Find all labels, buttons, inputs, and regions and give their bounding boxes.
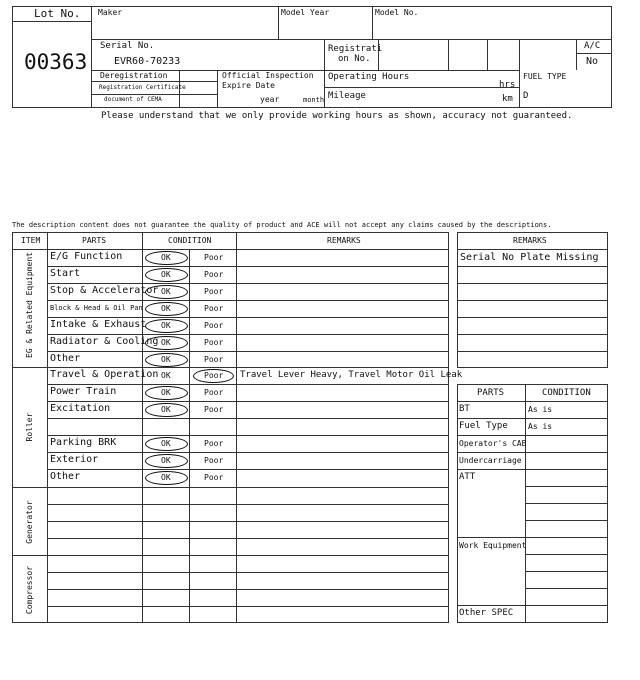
model-year-label: Model Year	[281, 8, 330, 17]
poor-option: Poor	[204, 473, 224, 482]
part-label: Parking BRK	[50, 437, 117, 448]
part-label: Excitation	[50, 403, 111, 414]
month-label: month	[303, 96, 325, 104]
part-label: Start	[50, 268, 81, 279]
ok-option: OK	[161, 456, 171, 465]
ok-selected-mark	[145, 268, 188, 282]
poor-option: Poor	[204, 321, 224, 330]
remark-text: Travel Lever Heavy, Travel Motor Oil Leak	[240, 370, 463, 380]
ok-selected-mark	[145, 319, 188, 333]
lot-number: 00363	[24, 50, 88, 74]
part-label: Other	[50, 471, 81, 482]
registration-label-2: on No.	[338, 54, 371, 64]
ok-option: OK	[161, 287, 171, 296]
description-disclaimer: The description content does not guarantee the quality of product and ACE will not accept any claims caused by the descriptions.	[12, 221, 552, 229]
group-label-generator: Generator	[25, 500, 34, 544]
poor-option: Poor	[204, 253, 224, 262]
parts-row-undercarriage: Undercarriage	[459, 456, 522, 465]
mileage-label: Mileage	[328, 91, 366, 101]
ok-selected-mark	[145, 336, 188, 350]
ok-selected-mark	[145, 454, 188, 468]
ok-option: OK	[161, 473, 171, 482]
header-frame	[12, 6, 612, 108]
part-label: Travel & Operation	[50, 369, 159, 380]
ok-option: OK	[161, 338, 171, 347]
ok-selected-mark	[145, 437, 188, 451]
ac-label: A/C	[584, 41, 601, 51]
ok-option: OK	[161, 405, 171, 414]
expire-date-label: Expire Date	[222, 81, 275, 90]
parts-row-work-equipment: Work Equipment	[459, 541, 527, 550]
ok-selected-mark	[145, 403, 188, 417]
poor-option: Poor	[204, 270, 224, 279]
poor-option: Poor	[204, 371, 224, 380]
group-label-compressor: Compressor	[25, 565, 34, 615]
poor-option: Poor	[204, 304, 224, 313]
poor-option: Poor	[204, 355, 224, 364]
parts-row-fuel-type-condition: As is	[528, 422, 553, 431]
poor-option: Poor	[204, 405, 224, 414]
ok-option: OK	[161, 439, 171, 448]
group-label-eg: EG & Related Equipment	[25, 252, 34, 358]
ok-option: OK	[161, 304, 171, 313]
year-label: year	[260, 95, 280, 104]
ok-selected-mark	[145, 251, 188, 265]
parts-row-bt-condition: As is	[528, 405, 553, 414]
poor-option: Poor	[204, 338, 224, 347]
group-label-roller: Roller	[25, 412, 34, 442]
remarks-box-line-1: Serial No Plate Missing	[460, 252, 599, 263]
ok-option: OK	[161, 371, 171, 380]
operating-hours-label: Operating Hours	[328, 72, 410, 82]
serial-no-value: EVR60-70233	[114, 56, 181, 67]
parts-table-condition-header: CONDITION	[542, 388, 591, 398]
poor-option: Poor	[204, 456, 224, 465]
lot-no-label: Lot No.	[34, 7, 81, 20]
parts-row-other-spec: Other SPEC	[459, 608, 514, 618]
condition-header: CONDITION	[168, 236, 212, 245]
part-label: Block & Head & Oil Pan	[50, 304, 143, 312]
ac-value: No	[586, 56, 599, 67]
maker-label: Maker	[98, 8, 123, 17]
part-label: Stop & Accelerator	[50, 285, 159, 296]
parts-row-att: ATT	[459, 472, 476, 482]
poor-option: Poor	[204, 287, 224, 296]
ok-option: OK	[161, 270, 171, 279]
part-label: Exterior	[50, 454, 99, 465]
parts-table-header: PARTS	[477, 388, 505, 398]
ok-selected-mark	[145, 471, 188, 485]
km-unit: km	[502, 94, 513, 104]
ok-selected-mark	[145, 302, 188, 316]
deregistration-label: Deregistration	[100, 71, 168, 80]
ok-option: OK	[161, 321, 171, 330]
parts-row-bt: BT	[459, 404, 470, 414]
parts-row-fuel-type: Fuel Type	[459, 421, 508, 431]
ok-option: OK	[161, 253, 171, 262]
ok-selected-mark	[145, 386, 188, 400]
registration-certificate-label: Registration Certificate	[99, 84, 186, 91]
part-label: E/G Function	[50, 251, 123, 262]
poor-option: Poor	[204, 388, 224, 397]
poor-option: Poor	[204, 439, 224, 448]
cema-document-label: document of CEMA	[104, 96, 162, 103]
hours-disclaimer: Please understand that we only provide working hours as shown, accuracy not guaranteed.	[101, 111, 573, 121]
parts-header: PARTS	[82, 236, 107, 245]
fuel-type-value: D	[523, 91, 529, 101]
registration-label: Registrati	[328, 44, 383, 54]
part-label: Radiator & Cooling	[50, 336, 159, 347]
item-header: ITEM	[21, 236, 41, 245]
ok-selected-mark	[145, 285, 188, 299]
fuel-type-label: FUEL TYPE	[523, 72, 567, 81]
hrs-unit: hrs	[499, 80, 516, 90]
poor-selected-mark	[193, 369, 234, 383]
serial-no-label: Serial No.	[100, 41, 155, 51]
ok-selected-mark	[145, 353, 188, 367]
model-no-label: Model No.	[375, 8, 419, 17]
part-label: Intake & Exhaust	[50, 319, 147, 330]
part-label: Other	[50, 353, 81, 364]
ok-option: OK	[161, 388, 171, 397]
remarks-box-header: REMARKS	[513, 236, 547, 245]
inspection-label: Official Inspection	[222, 71, 314, 80]
remarks-header: REMARKS	[327, 236, 361, 245]
parts-row-operator-cab: Operator's CAB	[459, 439, 527, 448]
ok-option: OK	[161, 355, 171, 364]
part-label: Power Train	[50, 386, 117, 397]
